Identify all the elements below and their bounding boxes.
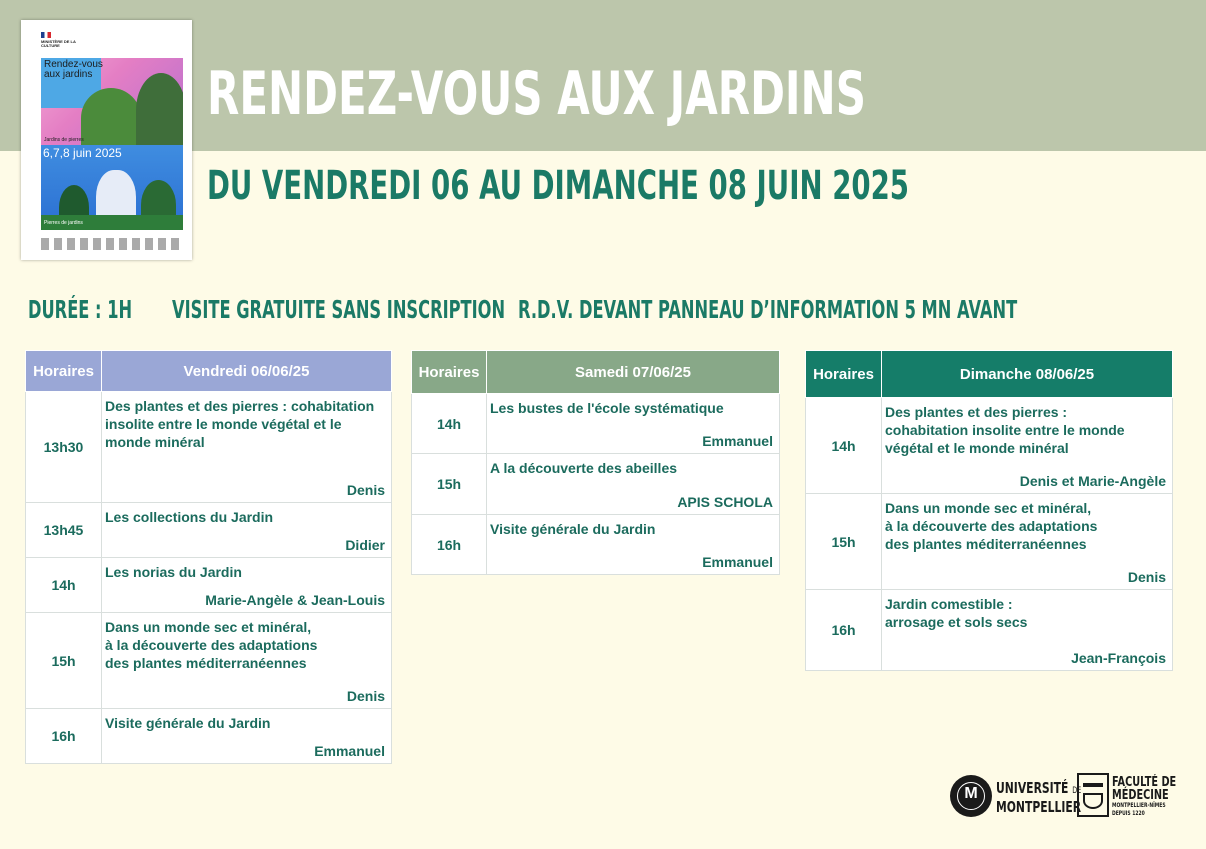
slot-time: 13h30 <box>26 392 102 503</box>
slot-guide: Emmanuel <box>702 554 773 570</box>
event-poster <box>21 20 192 260</box>
slot-activity: Dans un monde sec et minéral, à la découverte des adaptations des plantes méditerranéennes <box>885 500 1098 552</box>
schedule-friday <box>25 350 392 764</box>
slot-activity: Visite générale du Jardin <box>105 715 271 731</box>
slot-time: 14h <box>26 558 102 613</box>
faculty-name: FACULTÉ DE MÉDECINE MONTPELLIER-NÎMES DEPUIS 1220 <box>1112 775 1177 817</box>
slot-guide: Marie-Angèle & Jean-Louis <box>205 592 385 608</box>
slot-guide: Denis et Marie-Angèle <box>1019 473 1166 489</box>
slot-activity: Jardin comestible : arrosage et sols secs <box>885 596 1028 630</box>
table-row <box>806 590 1173 671</box>
slot-activity: Les norias du Jardin <box>105 564 242 580</box>
page-subtitle: DU VENDREDI 06 AU DIMANCHE 08 JUIN 2025 <box>207 163 910 209</box>
slot-time: 16h <box>806 590 882 671</box>
slot-guide: APIS SCHOLA <box>677 494 773 510</box>
slot-guide: Denis <box>1127 569 1166 585</box>
slot-activity: Des plantes et des pierres : cohabitation insolite entre le monde végétal et le monde minéral <box>105 398 375 450</box>
column-header-day: Dimanche 08/06/25 <box>882 351 1173 398</box>
slot-time: 16h <box>26 709 102 764</box>
university-montpellier-logo-icon: M <box>950 775 992 817</box>
column-header-time: Horaires <box>806 351 882 398</box>
page-title: RENDEZ-VOUS AUX JARDINS <box>207 59 866 129</box>
table-row <box>26 503 392 558</box>
poster-title: Rendez-vous aux jardins <box>44 59 103 80</box>
schedule-sunday <box>805 350 1173 671</box>
slot-guide: Didier <box>345 537 385 553</box>
poster-footer: Pierres de jardins <box>44 220 83 226</box>
column-header-time: Horaires <box>26 351 102 392</box>
table-row <box>412 394 780 454</box>
university-name: UNIVERSITÉ DE MONTPELLIER <box>996 779 1082 816</box>
schedule-saturday <box>411 350 780 575</box>
table-row <box>26 392 392 503</box>
faculty-medicine-logo-icon <box>1077 773 1109 817</box>
slot-activity: Des plantes et des pierres : cohabitation insolite entre le monde végétal et le monde minéral <box>885 404 1125 456</box>
column-header-day: Samedi 07/06/25 <box>487 351 780 394</box>
slot-time: 15h <box>26 613 102 709</box>
poster-subtitle: Jardins de pierres <box>44 137 84 143</box>
table-row <box>412 454 780 515</box>
table-row <box>26 613 392 709</box>
slot-activity: Dans un monde sec et minéral, à la découverte des adaptations des plantes méditerranéennes <box>105 619 318 671</box>
table-row <box>412 515 780 575</box>
french-flag-icon <box>41 32 51 38</box>
table-row <box>806 398 1173 494</box>
slot-guide: Emmanuel <box>314 743 385 759</box>
slot-activity: Les collections du Jardin <box>105 509 274 525</box>
slot-time: 15h <box>412 454 487 515</box>
slot-time: 13h45 <box>26 503 102 558</box>
slot-guide: Emmanuel <box>702 433 773 449</box>
slot-activity: A la découverte des abeilles <box>490 460 678 476</box>
info-meeting-point: R.D.V. DEVANT PANNEAU D’INFORMATION 5 MN AVANT <box>518 295 1018 324</box>
poster-dates: 6,7,8 juin 2025 <box>43 146 122 160</box>
slot-time: 15h <box>806 494 882 590</box>
table-row <box>806 494 1173 590</box>
table-row <box>26 558 392 613</box>
slot-guide: Denis <box>346 482 385 498</box>
column-header-day: Vendredi 06/06/25 <box>102 351 392 392</box>
column-header-time: Horaires <box>412 351 487 394</box>
slot-time: 14h <box>806 398 882 494</box>
poster-partner-logos <box>41 238 183 250</box>
slot-time: 16h <box>412 515 487 575</box>
slot-guide: Denis <box>346 688 385 704</box>
info-free-visit: VISITE GRATUITE SANS INSCRIPTION <box>172 295 506 324</box>
slot-activity: Visite générale du Jardin <box>490 521 656 537</box>
slot-time: 14h <box>412 394 487 454</box>
poster-ministry: MINISTÈRE DE LA CULTURE <box>41 39 76 48</box>
slot-guide: Jean-François <box>1071 650 1166 666</box>
info-duration: DURÉE : 1H <box>28 295 133 324</box>
slot-activity: Les bustes de l'école systématique <box>490 400 724 416</box>
table-row <box>26 709 392 764</box>
